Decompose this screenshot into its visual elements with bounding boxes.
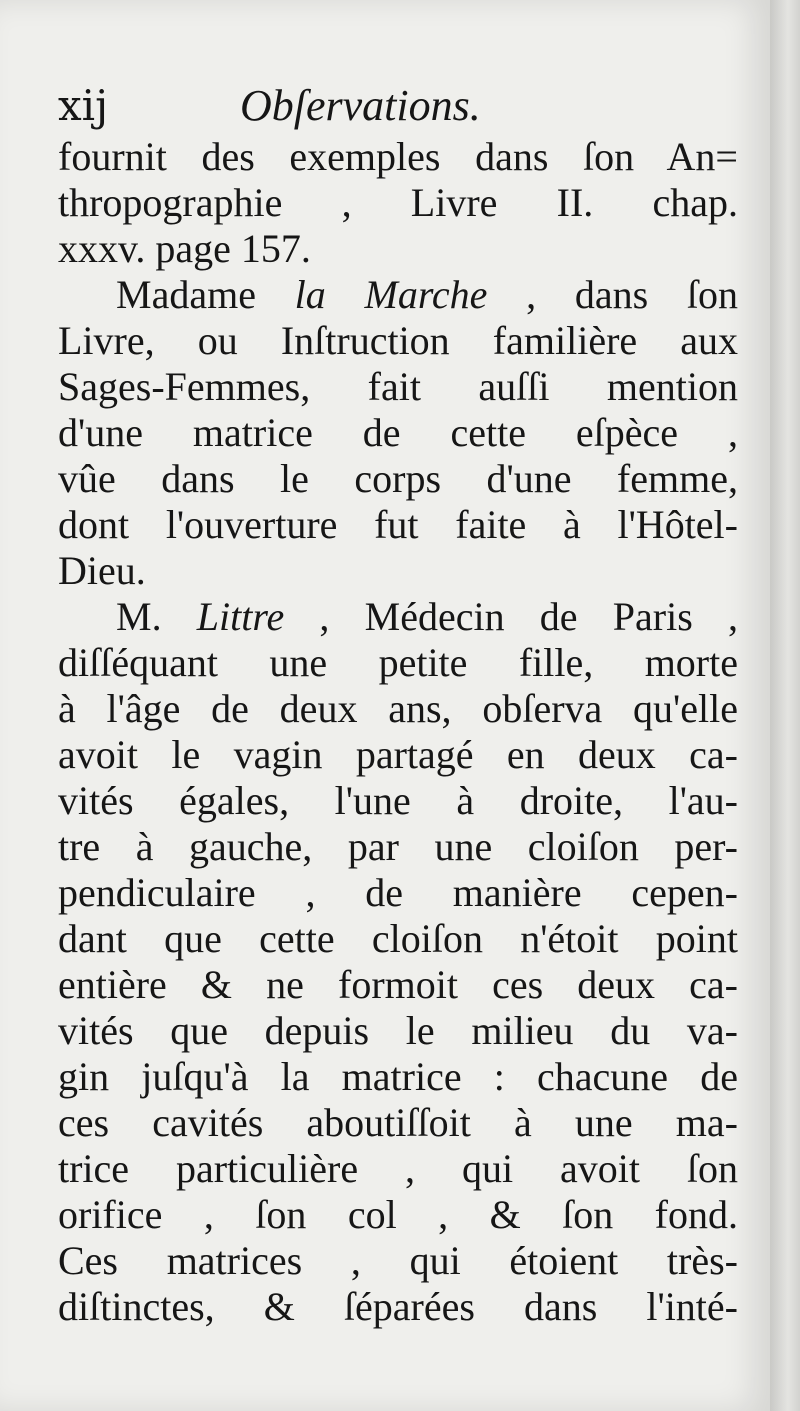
text-line: diſſéquant une petite fille, morte [58,640,738,685]
text-line: orifice , ſon col , & ſon fond. [58,1192,738,1237]
text-line: gin juſqu'à la matrice : chacune de [58,1054,738,1099]
text-segment: M. [116,594,197,639]
text-line: tre à gauche, par une cloiſon per- [58,824,738,869]
text-line: dont l'ouverture fut faite à l'Hôtel- [58,502,738,547]
text-segment: , dans ſon [487,272,739,317]
text-line: xxxv. page 157. [58,226,311,271]
text-line: vûe dans le corps d'une femme, [58,456,738,501]
text-line: Ces matrices , qui étoient très- [58,1238,738,1283]
text-line: Sages-Femmes, fait auſſi mention [58,364,738,409]
text-line [58,594,738,640]
text-line: trice particulière , qui avoit ſon [58,1146,738,1191]
page-number: xij [58,81,109,130]
text-line: à l'âge de deux ans, obſerva qu'elle [58,686,738,731]
italic-name: la Marche [294,272,488,317]
text-line: dant que cette cloiſon n'étoit point [58,916,738,961]
text-line: thropographie , Livre II. chap. [58,180,738,225]
text-line [58,272,738,318]
text-segment: Madame [116,272,295,317]
text-line: entière & ne formoit ces deux ca- [58,962,738,1007]
italic-name: Littre [196,594,285,639]
running-title: Obſervations. [240,81,481,130]
text-line: pendiculaire , de manière cepen- [58,870,738,915]
text-line: avoit le vagin partagé en deux ca- [58,732,738,777]
page-edge [770,0,800,1411]
text-block [58,78,738,1330]
text-line: vités égales, l'une à droite, l'au- [58,778,738,823]
text-line: vités que depuis le milieu du va- [58,1008,738,1053]
text-line: d'une matrice de cette eſpèce , [58,410,738,455]
text-line: Dieu. [58,548,146,593]
page-header [58,78,738,134]
text-segment: , Médecin de Paris , [284,594,738,639]
text-line: diſtinctes, & ſéparées dans l'inté- [58,1284,738,1329]
text-line: Livre, ou Inſtruction familière aux [58,318,738,363]
text-line: ces cavités aboutiſſoit à une ma- [58,1100,738,1145]
text-line: fournit des exemples dans ſon An= [58,134,738,179]
